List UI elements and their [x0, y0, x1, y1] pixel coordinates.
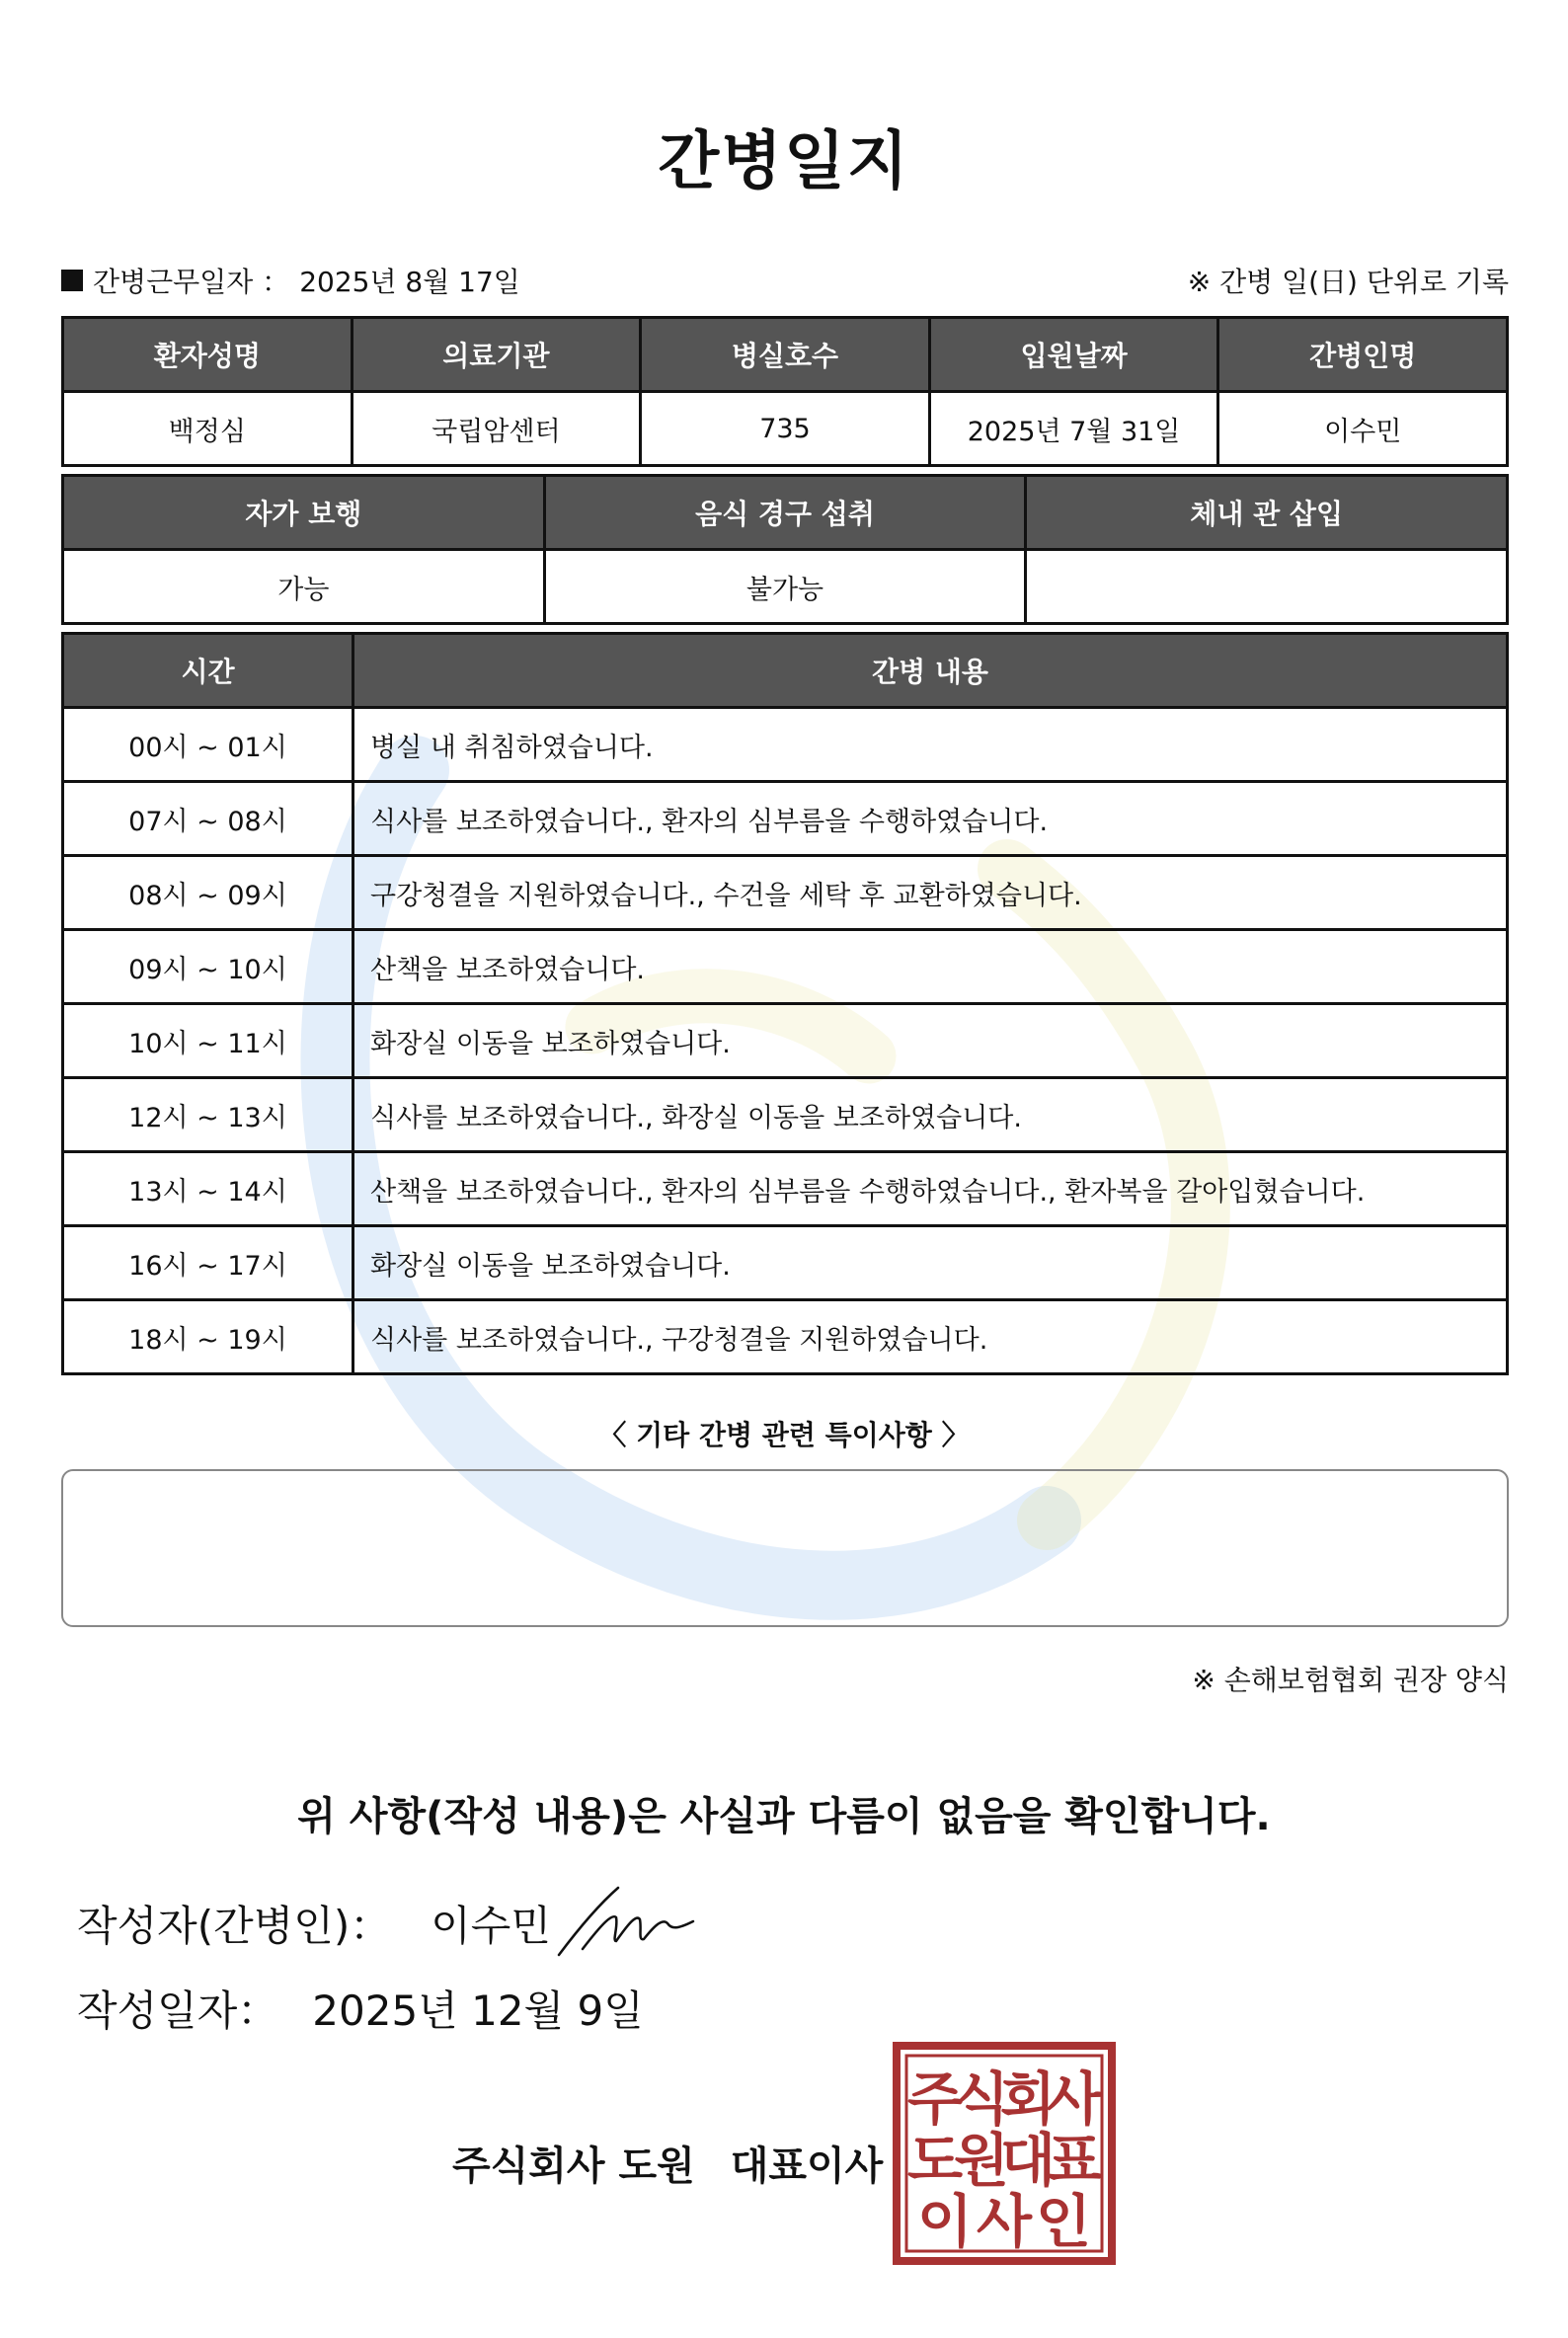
document-title: 간병일지 [658, 125, 910, 198]
company-name: 주식회사 도원 [452, 2143, 695, 2189]
form-notice: ※ 손해보험협회 권장 양식 [1192, 1664, 1509, 1696]
table-row [63, 1226, 1508, 1300]
log-time: 10시 ~ 11시 [63, 1004, 353, 1078]
log-content: 식사를 보조하였습니다., 환자의 심부름을 수행하였습니다. [353, 782, 1508, 856]
room-number: 735 [641, 392, 930, 466]
written-date-row [77, 1979, 644, 2038]
patient-name: 백정심 [63, 392, 353, 466]
table-row [63, 708, 1508, 782]
patient-info-table [61, 316, 1509, 467]
table-row [63, 856, 1508, 930]
writer-label: 작성자(간병인)： [77, 1902, 392, 1950]
log-time: 00시 ~ 01시 [63, 708, 353, 782]
log-time: 08시 ~ 09시 [63, 856, 353, 930]
written-date-value: 2025년 12월 9일 [312, 1987, 644, 2035]
svg-text:대: 대 [999, 2127, 1057, 2194]
table-row [63, 1300, 1508, 1374]
log-content: 구강청결을 지원하였습니다., 수건을 세탁 후 교환하였습니다. [353, 856, 1508, 930]
hospital-name: 국립암센터 [352, 392, 641, 466]
header-caregiver: 간병인명 [1218, 318, 1508, 392]
tube-value [1026, 550, 1508, 624]
log-content: 식사를 보조하였습니다., 구강청결을 지원하였습니다. [353, 1300, 1508, 1374]
company-signoff [452, 2135, 883, 2191]
log-content: 산책을 보조하였습니다. [353, 930, 1508, 1004]
svg-text:원: 원 [953, 2127, 1010, 2194]
writer-row [77, 1894, 551, 1953]
status-info-table [61, 474, 1509, 625]
company-seal-icon [893, 2042, 1116, 2265]
header-hospital: 의료기관 [352, 318, 641, 392]
svg-text:식: 식 [953, 2065, 1010, 2133]
company-role: 대표이사 [730, 2143, 884, 2189]
svg-text:주: 주 [906, 2065, 964, 2133]
table-row [63, 1152, 1508, 1226]
log-content: 화장실 이동을 보조하였습니다. [353, 1226, 1508, 1300]
caregiver-name: 이수민 [1218, 392, 1508, 466]
signature-icon [553, 1884, 701, 1963]
log-time: 18시 ~ 19시 [63, 1300, 353, 1374]
special-notes-box [61, 1469, 1509, 1627]
oral-intake-value: 불가능 [544, 550, 1026, 624]
confirmation-statement: 위 사항(작성 내용)은 사실과 다름이 없음을 확인합니다. [297, 1794, 1271, 1839]
written-date-label: 작성일자： [77, 1987, 279, 2035]
table-row [63, 1078, 1508, 1152]
admission-date: 2025년 7월 31일 [929, 392, 1218, 466]
meta-row [61, 261, 1509, 300]
header-room: 병실호수 [641, 318, 930, 392]
log-time: 07시 ~ 08시 [63, 782, 353, 856]
work-date [61, 261, 520, 300]
care-log-table [61, 632, 1509, 1375]
work-date-value: 2025년 8월 17일 [299, 266, 520, 298]
black-square-icon [61, 270, 83, 291]
svg-text:회: 회 [999, 2065, 1057, 2133]
log-content: 산책을 보조하였습니다., 환자의 심부름을 수행하였습니다., 환자복을 갈아입혔습니다. [353, 1152, 1508, 1226]
walking-value: 가능 [63, 550, 545, 624]
log-content: 병실 내 취침하였습니다. [353, 708, 1508, 782]
log-time: 12시 ~ 13시 [63, 1078, 353, 1152]
header-tube: 체내 관 삽입 [1026, 476, 1508, 550]
log-content: 식사를 보조하였습니다., 화장실 이동을 보조하였습니다. [353, 1078, 1508, 1152]
svg-text:사: 사 [1046, 2065, 1103, 2133]
svg-text:이: 이 [916, 2188, 974, 2255]
header-admission-date: 입원날짜 [929, 318, 1218, 392]
log-content: 화장실 이동을 보조하였습니다. [353, 1004, 1508, 1078]
log-time: 09시 ~ 10시 [63, 930, 353, 1004]
log-time: 16시 ~ 17시 [63, 1226, 353, 1300]
header-oral-intake: 음식 경구 섭취 [544, 476, 1026, 550]
work-date-label: 간병근무일자 ： [93, 266, 290, 298]
record-note: ※ 간병 일(日) 단위로 기록 [1187, 266, 1509, 298]
svg-text:도: 도 [906, 2127, 964, 2194]
svg-text:사: 사 [976, 2188, 1033, 2255]
header-care-content: 간병 내용 [353, 634, 1508, 708]
header-patient-name: 환자성명 [63, 318, 353, 392]
header-walking: 자가 보행 [63, 476, 545, 550]
svg-text:인: 인 [1035, 2188, 1092, 2255]
header-time: 시간 [63, 634, 353, 708]
log-time: 13시 ~ 14시 [63, 1152, 353, 1226]
table-row [63, 1004, 1508, 1078]
table-row [63, 782, 1508, 856]
table-row [63, 930, 1508, 1004]
special-notes-title: 〈 기타 간병 관련 특이사항 〉 [598, 1419, 970, 1451]
writer-name: 이수민 [431, 1902, 551, 1950]
svg-text:표: 표 [1046, 2127, 1103, 2194]
